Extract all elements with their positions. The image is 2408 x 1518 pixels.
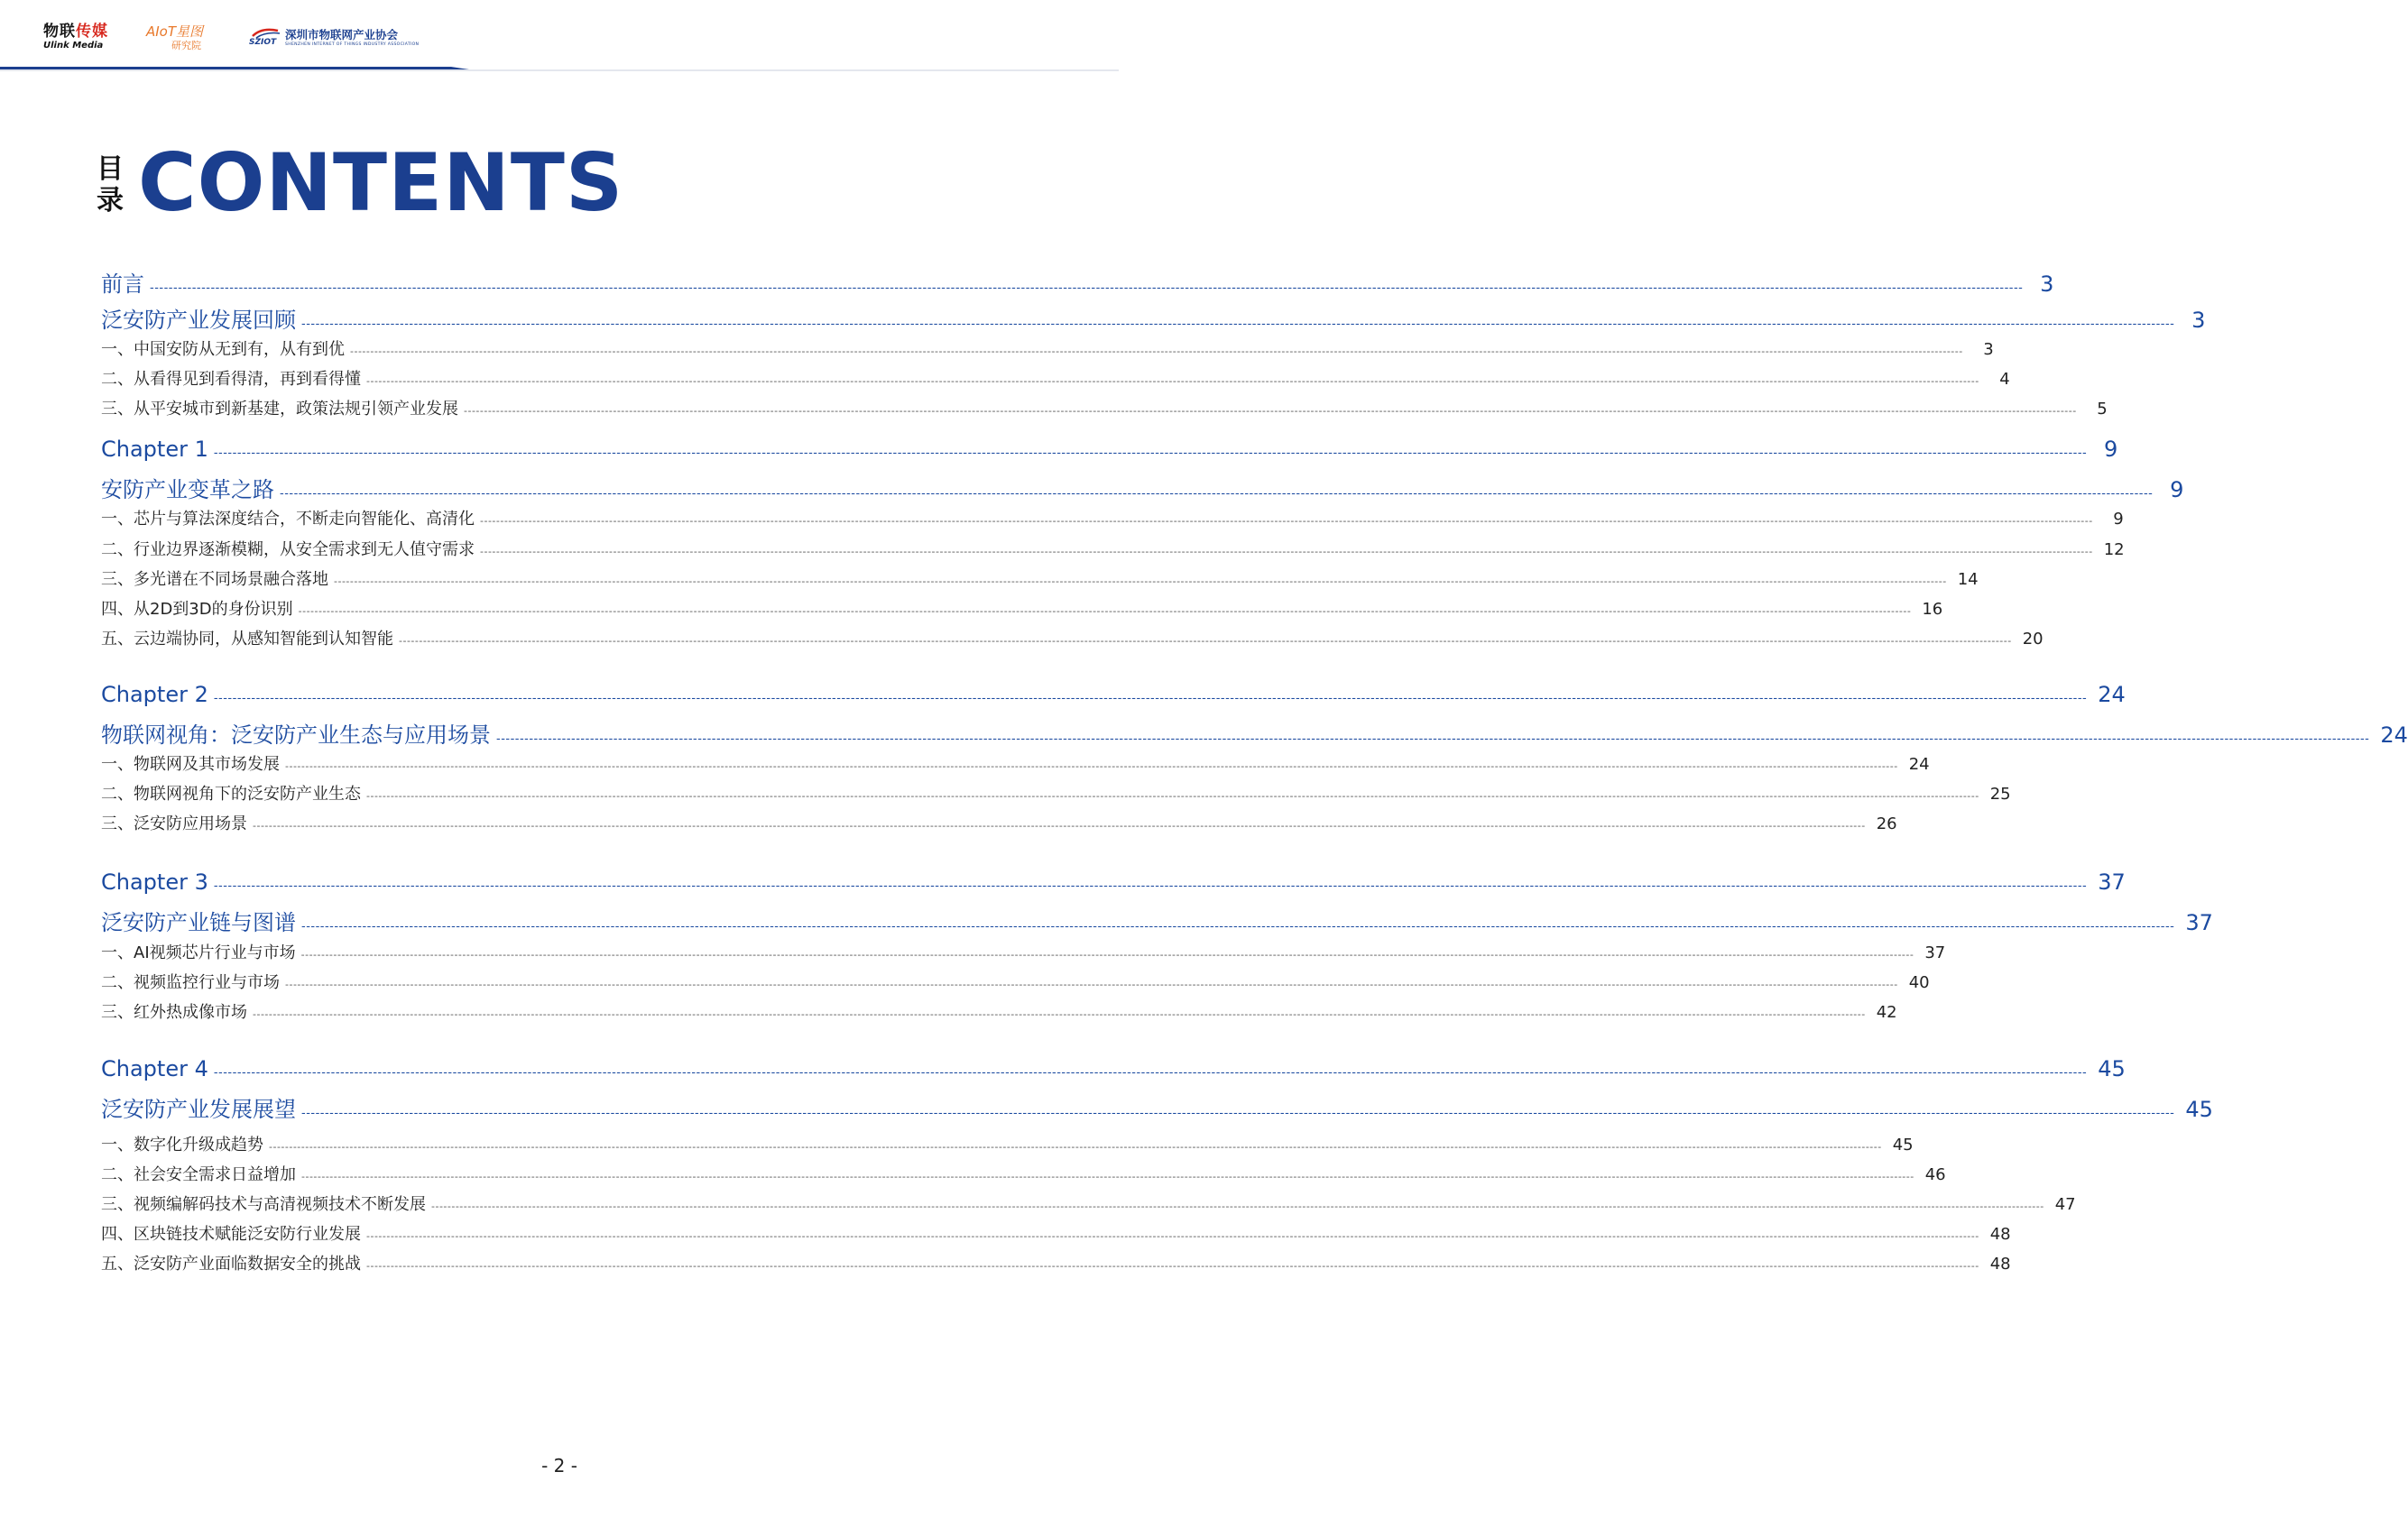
ulink-logo-cn: 物联传媒 <box>43 23 108 41</box>
toc-leader-dashes: ---------------------------------------------------------------------------------------------------------------------------------------------------------------------------------------------------------------------------------------------------------------------------------------------------------------------------------------------------------------------------------------------------------------- <box>464 405 2077 417</box>
toc-subsection-entry[interactable] <box>101 1132 1914 1155</box>
toc-subsection-entry[interactable] <box>101 537 2125 560</box>
toc-entry-page: 5 <box>2097 400 2108 419</box>
toc-leader-dashes: ---------------------------------------------------------------------------------------------------------------------------------------------------------------------------------------------------------------------------------------------------------------------------------------------------------------------------------------------------------------------------------------------------------------- <box>366 790 1979 802</box>
toc-section-entry[interactable] <box>101 302 2206 334</box>
toc-entry-label: 泛安防产业链与图谱 <box>101 910 296 935</box>
toc-subsection-entry[interactable] <box>101 626 2044 649</box>
toc-entry-page: 46 <box>1924 1165 1946 1184</box>
toc-entry-label: Chapter 3 <box>101 869 208 895</box>
toc-section-entry[interactable] <box>101 266 2054 298</box>
toc-entry-page: 42 <box>1876 1003 1897 1022</box>
toc-leader-dashes: ---------------------------------------------------------------------------------------------------------------------------------------------------------------------------------------------------------------------------------------------------------------------------------------------------------------------------------------------------------------------------------------------------------------- <box>253 1008 1866 1020</box>
aiot-logo-sub: 研究院 <box>171 40 201 51</box>
toc-entry-page: 45 <box>2098 1056 2126 1081</box>
toc-entry-label: 二、社会安全需求日益增加 <box>101 1165 296 1184</box>
title-chinese <box>97 153 133 216</box>
toc-entry-page: 4 <box>1999 370 2010 389</box>
toc-entry-label: 前言 <box>101 271 144 297</box>
toc-entry-label: 一、芯片与算法深度结合，不断走向智能化、高清化 <box>101 510 475 529</box>
toc-leader-dashes: ---------------------------------------------------------------------------------------------------------------------------------------------------------------------------------------------------------------------------------------------------------------------------------------------------------------------------------------------------------------------------------------------------------------- <box>366 1260 1979 1272</box>
toc-entry-label: 泛安防产业发展回顾 <box>101 308 296 333</box>
toc-entry-label: 三、多光谱在不同场景融合落地 <box>101 570 328 589</box>
toc-section-entry[interactable] <box>101 717 2408 749</box>
toc-subsection-entry[interactable] <box>101 566 1979 590</box>
toc-entry-label: 一、数字化升级成趋势 <box>101 1136 263 1155</box>
toc-entry-label: 五、云边端协同，从感知智能到认知智能 <box>101 630 393 649</box>
toc-entry-label: 二、视频监控行业与市场 <box>101 973 280 992</box>
toc-subsection-entry[interactable] <box>101 1221 2011 1245</box>
toc-entry-page: 24 <box>1908 755 1930 774</box>
toc-leader-dashes: ---------------------------------------------------------------------------------------------------------------------------------------------------------------------------------------------------------------------------------------------------------------------------------------------------------------------------------------------------------------------------------------------------------------- <box>253 820 1866 832</box>
toc-leader-dashes: ---------------------------------------------------------------------------------------------------------------------------------------------------------------------------------------------------------------------------------------------------------------------------------------------------------------------------------------------------------------------------------------------------------------- <box>480 546 2093 557</box>
sziot-english: SHENZHEN INTERNET OF THINGS INDUSTRY ASSOCIATION <box>285 42 420 47</box>
toc-entry-page: 37 <box>2185 910 2213 935</box>
aiot-institute-logo <box>146 23 229 52</box>
toc-entry-label: Chapter 2 <box>101 682 208 707</box>
toc-leader-dashes: ---------------------------------------------------------------------------------------------------------------------------------------------------------------------------------------------------------------------------------------------------------------------------------------------------------------------------------------------------------------------------------------------------------------- <box>269 1141 1882 1153</box>
toc-entry-label: 四、区块链技术赋能泛安防行业发展 <box>101 1225 361 1244</box>
toc-subsection-entry[interactable] <box>101 1251 2011 1274</box>
toc-subsection-entry[interactable] <box>101 781 2011 805</box>
toc-entry-page: 3 <box>2040 271 2054 297</box>
toc-leader-dashes: ---------------------------------------------------------------------------------------------------------------------------------------------------------------------------------------------------------------------------------------------------------------------------------------------------------------------------------------------------------------------------------------------------------------- <box>496 732 2370 746</box>
toc-entry-page: 9 <box>2103 437 2118 462</box>
toc-entry-label: 一、物联网及其市场发展 <box>101 755 280 774</box>
toc-leader-dashes: ---------------------------------------------------------------------------------------------------------------------------------------------------------------------------------------------------------------------------------------------------------------------------------------------------------------------------------------------------------------------------------------------------------------- <box>285 760 1898 772</box>
sziot-association-logo <box>249 27 429 52</box>
toc-subsection-entry[interactable] <box>101 970 1930 993</box>
toc-subsection-entry[interactable] <box>101 811 1897 834</box>
toc-entry-label: Chapter 1 <box>101 437 208 462</box>
toc-leader-dashes: ---------------------------------------------------------------------------------------------------------------------------------------------------------------------------------------------------------------------------------------------------------------------------------------------------------------------------------------------------------------------------------------------------------------- <box>431 1201 2044 1212</box>
toc-entry-label: 三、泛安防应用场景 <box>101 814 247 833</box>
toc-leader-dashes: ---------------------------------------------------------------------------------------------------------------------------------------------------------------------------------------------------------------------------------------------------------------------------------------------------------------------------------------------------------------------------------------------------------------- <box>285 979 1898 990</box>
toc-subsection-entry[interactable] <box>101 999 1897 1023</box>
title-cn-char-2: 录 <box>97 185 124 216</box>
page-number: - 2 - <box>541 1455 577 1477</box>
toc-leader-dashes: ---------------------------------------------------------------------------------------------------------------------------------------------------------------------------------------------------------------------------------------------------------------------------------------------------------------------------------------------------------------------------------------------------------------- <box>150 281 2024 295</box>
toc-entry-label: Chapter 4 <box>101 1056 208 1081</box>
toc-subsection-entry[interactable] <box>101 396 2108 419</box>
toc-entry-page: 3 <box>2191 308 2206 333</box>
toc-entry-label: 四、从2D到3D的身份识别 <box>101 600 293 619</box>
toc-entry-label: 三、从平安城市到新基建，政策法规引领产业发展 <box>101 400 458 419</box>
toc-subsection-entry[interactable] <box>101 1162 1946 1185</box>
toc-section-entry[interactable] <box>101 1056 2126 1081</box>
sziot-name: 深圳市物联网产业协会 <box>285 28 399 41</box>
toc-entry-page: 9 <box>2113 510 2124 529</box>
toc-subsection-entry[interactable] <box>101 506 2124 529</box>
toc-entry-page: 40 <box>1908 973 1930 992</box>
toc-leader-dashes: ---------------------------------------------------------------------------------------------------------------------------------------------------------------------------------------------------------------------------------------------------------------------------------------------------------------------------------------------------------------------------------------------------------------- <box>366 1230 1979 1242</box>
toc-leader-dashes: ---------------------------------------------------------------------------------------------------------------------------------------------------------------------------------------------------------------------------------------------------------------------------------------------------------------------------------------------------------------------------------------------------------------- <box>366 375 1979 387</box>
toc-entry-page: 37 <box>1924 943 1946 962</box>
toc-section-entry[interactable] <box>101 472 2184 503</box>
toc-entry-page: 24 <box>2098 682 2126 707</box>
toc-subsection-entry[interactable] <box>101 751 1930 775</box>
toc-entry-label: 三、视频编解码技术与高清视频技术不断发展 <box>101 1195 426 1214</box>
toc-entry-page: 47 <box>2054 1195 2076 1214</box>
toc-section-entry[interactable] <box>101 869 2126 895</box>
toc-leader-dashes: ---------------------------------------------------------------------------------------------------------------------------------------------------------------------------------------------------------------------------------------------------------------------------------------------------------------------------------------------------------------------------------------------------------------- <box>301 1107 2175 1120</box>
toc-leader-dashes: ---------------------------------------------------------------------------------------------------------------------------------------------------------------------------------------------------------------------------------------------------------------------------------------------------------------------------------------------------------------------------------------------------------------- <box>350 345 1963 357</box>
toc-entry-page: 20 <box>2022 630 2044 649</box>
toc-entry-page: 37 <box>2098 869 2126 895</box>
ulink-media-logo <box>43 23 121 51</box>
toc-entry-label: 二、物联网视角下的泛安防产业生态 <box>101 785 361 804</box>
toc-leader-dashes: ---------------------------------------------------------------------------------------------------------------------------------------------------------------------------------------------------------------------------------------------------------------------------------------------------------------------------------------------------------------------------------------------------------------- <box>301 1171 1914 1182</box>
toc-leader-dashes: ---------------------------------------------------------------------------------------------------------------------------------------------------------------------------------------------------------------------------------------------------------------------------------------------------------------------------------------------------------------------------------------------------------------- <box>399 635 2012 647</box>
sziot-tag: SZIOT <box>249 38 277 47</box>
toc-entry-label: 一、中国安防从无到有，从有到优 <box>101 340 345 359</box>
header-divider <box>0 67 1119 72</box>
toc-entry-page: 45 <box>2185 1097 2213 1122</box>
toc-entry-label: 三、红外热成像市场 <box>101 1003 247 1022</box>
toc-section-entry[interactable] <box>101 437 2118 462</box>
page-header <box>0 0 1119 72</box>
toc-section-entry[interactable] <box>101 905 2213 936</box>
toc-entry-page: 48 <box>1989 1255 2011 1274</box>
ulink-logo-en: Ulink Media <box>43 41 104 51</box>
toc-leader-dashes: ---------------------------------------------------------------------------------------------------------------------------------------------------------------------------------------------------------------------------------------------------------------------------------------------------------------------------------------------------------------------------------------------------------------- <box>480 515 2093 527</box>
toc-subsection-entry[interactable] <box>101 1191 2076 1215</box>
toc-leader-dashes: ---------------------------------------------------------------------------------------------------------------------------------------------------------------------------------------------------------------------------------------------------------------------------------------------------------------------------------------------------------------------------------------------------------------- <box>300 949 1914 961</box>
toc-entry-page: 26 <box>1876 814 1897 833</box>
toc-entry-page: 16 <box>1922 600 1943 619</box>
toc-section-entry[interactable] <box>101 682 2126 707</box>
toc-entry-label: 五、泛安防产业面临数据安全的挑战 <box>101 1255 361 1274</box>
toc-entry-page: 9 <box>2170 477 2184 502</box>
toc-leader-dashes: ---------------------------------------------------------------------------------------------------------------------------------------------------------------------------------------------------------------------------------------------------------------------------------------------------------------------------------------------------------------------------------------------------------------- <box>334 575 1947 587</box>
title-cn-char-1: 目 <box>97 153 124 185</box>
toc-leader-dashes: ---------------------------------------------------------------------------------------------------------------------------------------------------------------------------------------------------------------------------------------------------------------------------------------------------------------------------------------------------------------------------------------------------------------- <box>213 692 2088 705</box>
toc-entry-page: 25 <box>1989 785 2011 804</box>
toc-subsection-entry[interactable] <box>101 596 1943 620</box>
toc-leader-dashes: ---------------------------------------------------------------------------------------------------------------------------------------------------------------------------------------------------------------------------------------------------------------------------------------------------------------------------------------------------------------------------------------------------------------- <box>298 605 1912 617</box>
aiot-logo-mark: AIoT星图 <box>146 23 204 40</box>
toc-entry-label: 泛安防产业发展展望 <box>101 1097 296 1122</box>
toc-leader-dashes: ---------------------------------------------------------------------------------------------------------------------------------------------------------------------------------------------------------------------------------------------------------------------------------------------------------------------------------------------------------------------------------------------------------------- <box>213 1066 2088 1080</box>
toc-entry-label: 物联网视角：泛安防产业生态与应用场景 <box>101 722 491 748</box>
toc-entry-label: 二、从看得见到看得清，再到看得懂 <box>101 370 361 389</box>
toc-subsection-entry[interactable] <box>101 366 2010 390</box>
toc-leader-dashes: ---------------------------------------------------------------------------------------------------------------------------------------------------------------------------------------------------------------------------------------------------------------------------------------------------------------------------------------------------------------------------------------------------------------- <box>280 487 2154 501</box>
toc-leader-dashes: ---------------------------------------------------------------------------------------------------------------------------------------------------------------------------------------------------------------------------------------------------------------------------------------------------------------------------------------------------------------------------------------------------------------- <box>301 317 2175 331</box>
toc-entry-page: 24 <box>2380 722 2408 748</box>
page-title: CONTENTS <box>138 136 624 229</box>
toc-subsection-entry[interactable] <box>101 336 1994 360</box>
toc-entry-page: 48 <box>1989 1225 2011 1244</box>
toc-entry-page: 3 <box>1983 340 1994 359</box>
toc-entry-label: 安防产业变革之路 <box>101 477 274 502</box>
toc-entry-page: 12 <box>2103 540 2125 559</box>
toc-entry-label: 二、行业边界逐渐模糊，从安全需求到无人值守需求 <box>101 540 475 559</box>
toc-section-entry[interactable] <box>101 1091 2213 1123</box>
toc-leader-dashes: ---------------------------------------------------------------------------------------------------------------------------------------------------------------------------------------------------------------------------------------------------------------------------------------------------------------------------------------------------------------------------------------------------------------- <box>301 920 2175 934</box>
toc-entry-page: 14 <box>1957 570 1979 589</box>
toc-entry-label: 一、AI视频芯片行业与市场 <box>101 943 296 962</box>
toc-leader-dashes: ---------------------------------------------------------------------------------------------------------------------------------------------------------------------------------------------------------------------------------------------------------------------------------------------------------------------------------------------------------------------------------------------------------------- <box>213 446 2088 460</box>
toc-leader-dashes: ---------------------------------------------------------------------------------------------------------------------------------------------------------------------------------------------------------------------------------------------------------------------------------------------------------------------------------------------------------------------------------------------------------------- <box>213 879 2088 893</box>
toc-subsection-entry[interactable] <box>101 940 1946 963</box>
toc-entry-page: 45 <box>1892 1136 1914 1155</box>
